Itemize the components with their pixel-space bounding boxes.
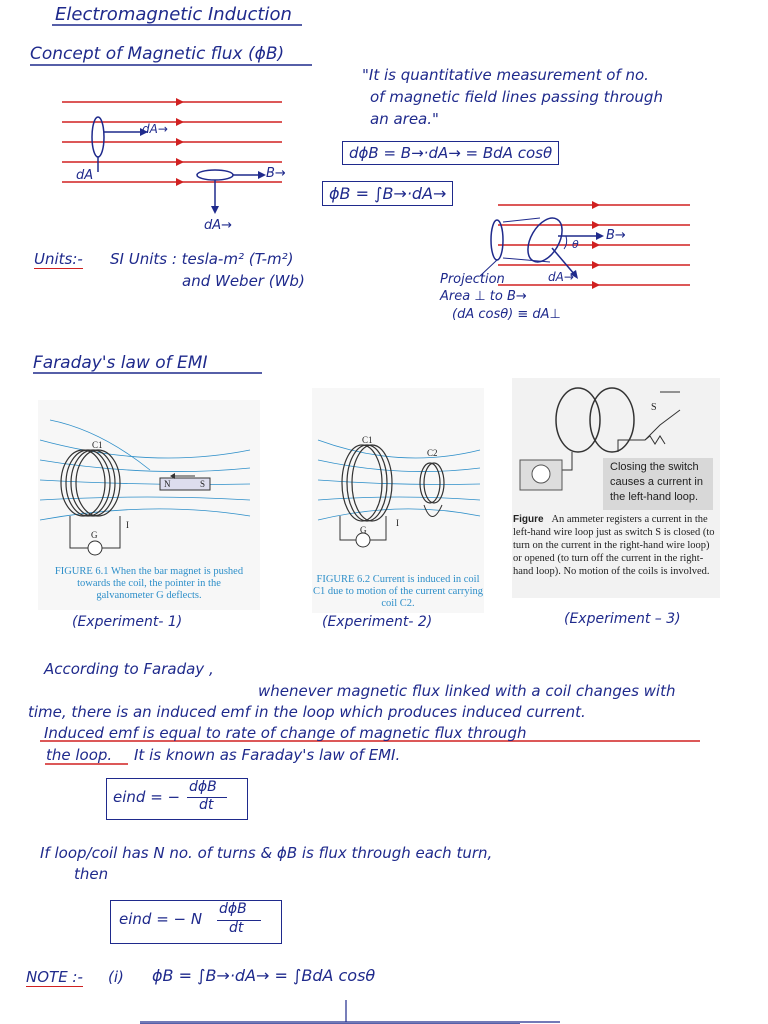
exp1-I-label: I (126, 520, 129, 530)
faraday-para-line3: Induced emf is equal to rate of change of magnetic flux through (44, 724, 527, 742)
fig2-area-label: Area ⊥ to B→ (440, 289, 527, 304)
faraday-para-line4a: the loop. (46, 746, 113, 764)
page-title: Electromagnetic Induction (55, 4, 292, 25)
exp3-figure-word: Figure (513, 514, 544, 525)
according-text: According to Faraday , (44, 660, 214, 678)
exp2-label: (Experiment- 2) (322, 614, 433, 630)
flux-heading: Concept of Magnetic flux (ϕB) (30, 44, 285, 64)
exp2-c2-label: C2 (427, 448, 438, 458)
fig1-dA-down-label: dA (76, 168, 94, 183)
exp1-G-label: G (91, 530, 98, 540)
fig2-theta-label: θ (572, 238, 579, 251)
exp3-callout: Closing the switch causes a current in the left-hand loop. (610, 461, 703, 503)
exp2-c1-label: C1 (362, 435, 373, 445)
units-text-weber: and Weber (Wb) (182, 272, 305, 290)
units-text: SI Units : tesla-m² (T-m²) (110, 250, 294, 268)
exp3-label: (Experiment – 3) (564, 611, 681, 627)
exp1-N-label: N (164, 479, 171, 489)
fig1-field-lines (62, 102, 282, 182)
flux-element-equation: dϕB = B→·dA→ = BdA cosθ (342, 141, 559, 165)
note-index: (i) (108, 968, 124, 986)
note-label: NOTE :- (26, 968, 83, 986)
exp1-c1-label: C1 (92, 440, 103, 450)
fig2-dacos-label: (dA cosθ) ≡ dA⊥ (452, 307, 561, 322)
n-coil-line1: If loop/coil has N no. of turns & ϕB is flux through each turn, (40, 844, 493, 862)
fig2-dA-label: dA→ (548, 270, 574, 284)
fig1-arrowheads (176, 98, 184, 186)
n-turn-emf-equation: eind = − N dϕB dt (110, 900, 282, 944)
faraday-heading: Faraday's law of EMI (33, 353, 208, 373)
fig1-area-element-vertical (92, 117, 104, 157)
fig1-dA-right-label: dA→ (142, 122, 168, 136)
fig1-dA-bottom-label: dA→ (204, 218, 233, 233)
exp2-G-label: G (360, 525, 367, 535)
fig2-B-label: B→ (606, 228, 626, 243)
flux-definition: "It is quantitative measurement of no. of magnetic field lines passing through an area." (362, 66, 663, 128)
exp2-I-label: I (396, 518, 399, 528)
n-coil-line2: then (74, 865, 109, 883)
exp3-caption: Figure An ammeter registers a current in the left-hand wire loop just as switch S is closed (to turn on the current in the right-hand wire loop) or opened (to turn off the current in the right-hand loop). No motion of the coils is involved. (513, 514, 715, 577)
note-equation: ϕB = ∫B→·dA→ = ∫BdA cosθ (152, 966, 376, 985)
fig2-projected-area (491, 220, 503, 260)
induced-emf-equation: eind = − dϕB dt (106, 778, 248, 820)
faraday-para-line4b: It is known as Faraday's law of EMI. (134, 746, 401, 764)
fig1-B-label: B→ (266, 166, 286, 181)
faraday-para-line1: whenever magnetic flux linked with a coil changes with (258, 682, 676, 700)
exp1-label: (Experiment- 1) (72, 614, 183, 630)
fig1-area-element-horizontal (197, 170, 233, 180)
exp1-caption: FIGURE 6.1 When the bar magnet is pushed towards the coil, the pointer in the galvanometer G deflects. (54, 566, 244, 601)
faraday-para-line2: time, there is an induced emf in the loop which produces induced current. (28, 703, 586, 721)
exp1-S-label: S (200, 479, 206, 489)
units-label: Units:- (34, 250, 83, 268)
flux-integral-equation: ϕB = ∫B→·dA→ (322, 181, 453, 206)
exp3-S-label: S (651, 402, 657, 413)
exp2-caption: FIGURE 6.2 Current is induced in coil C1 due to motion of the current carrying coil C2. (313, 574, 483, 609)
fig2-projection-label: Projection (440, 272, 505, 287)
